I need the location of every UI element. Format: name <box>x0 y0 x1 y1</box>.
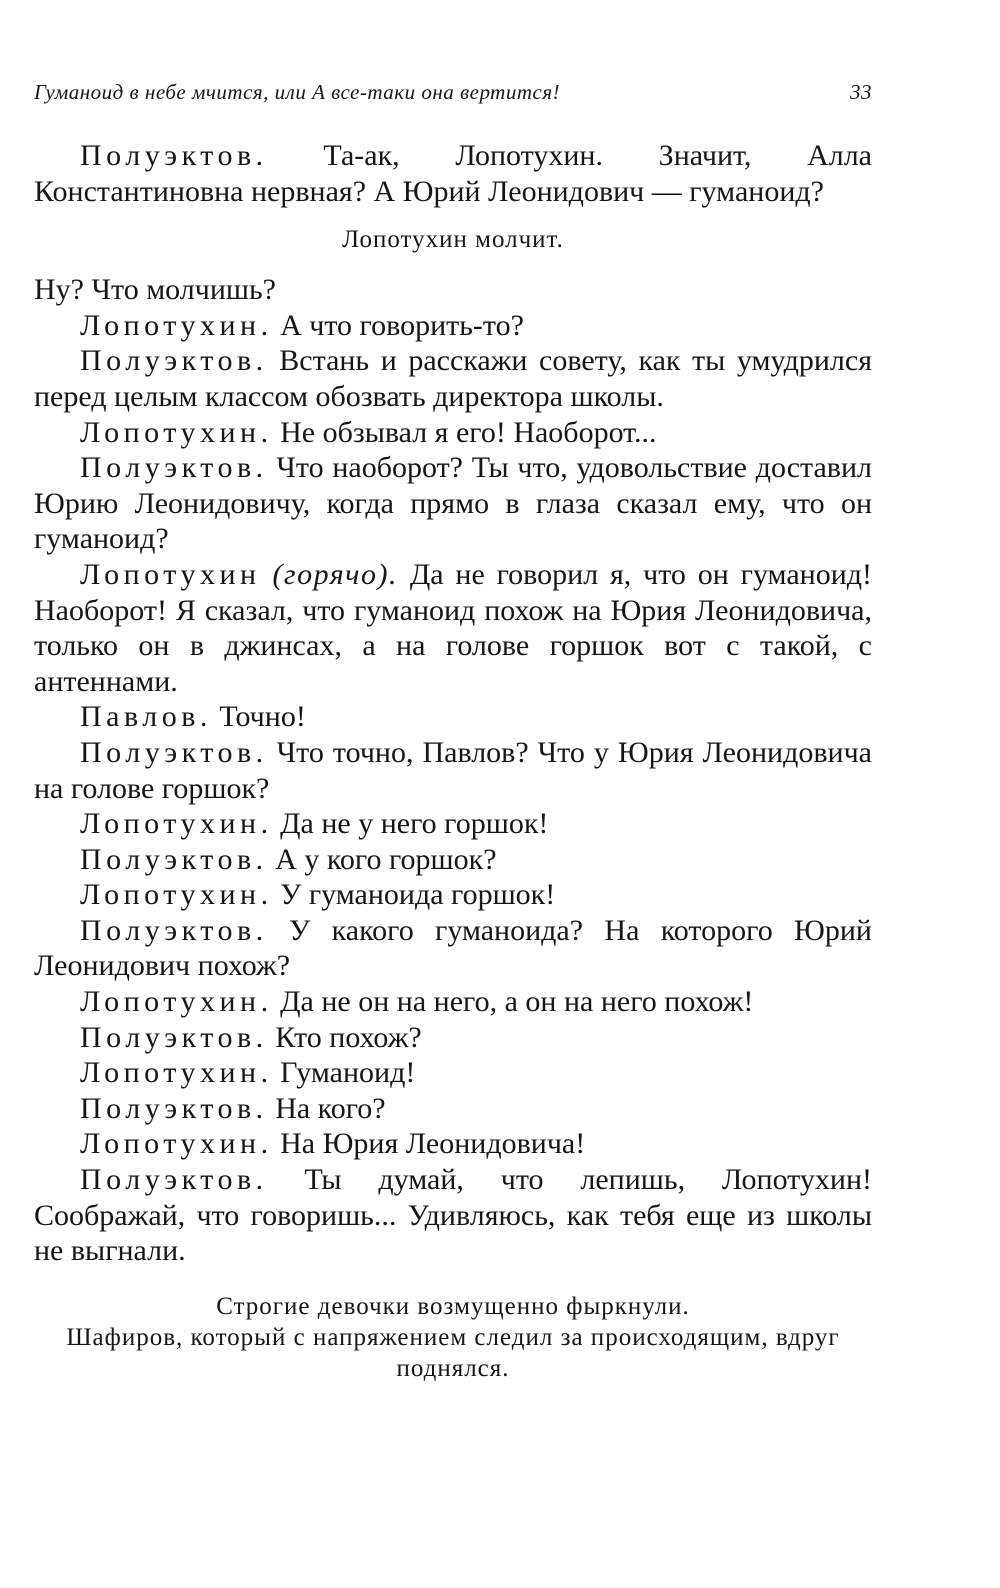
speaker-name: Лопотухин. <box>80 1127 273 1161</box>
dialogue-line <box>34 557 872 699</box>
dialogue-line <box>34 1020 872 1056</box>
dialogue-line <box>34 415 872 451</box>
dialogue-line <box>34 308 872 344</box>
dialogue-line <box>34 735 872 806</box>
dialogue-line <box>34 913 872 984</box>
speaker-name: Лопотухин. <box>80 807 273 841</box>
line-text: У какого гуманоида? На которого Юрий Леонидович похож? <box>34 913 872 983</box>
dialogue-line <box>34 272 872 308</box>
stage-direction: Строгие девочки возмущенно фыркнули. <box>216 1292 690 1320</box>
line-text: Встань и расскажи совету, как ты умудрился перед целым классом обозвать директора школы. <box>34 344 872 413</box>
stage-direction: Шафиров, который с напряжением следил за происходящим, вдруг поднялся. <box>66 1323 840 1382</box>
dialogue-line <box>34 699 872 735</box>
line-text: Да не у него горшок! <box>272 807 549 841</box>
line-text: Гуманоид! <box>272 1056 416 1090</box>
running-head <box>34 76 872 116</box>
page-number: 33 <box>850 80 872 104</box>
dialogue-line <box>34 138 872 209</box>
line-text: Да не говорил я, что он гуманоид! Наоборот! Я сказал, что гуманоид похож на Юрия Леонидовича, только он в джинсах, а на голове горшок вот с такой, с антеннами. <box>34 557 873 698</box>
speaker-name: Полуэктов. <box>80 1020 268 1054</box>
book-page <box>34 76 872 1384</box>
running-title: Гуманоид в небе мчится, или А все-таки она вертится! <box>34 80 561 104</box>
dialogue-line <box>34 806 872 842</box>
dialogue-line <box>34 877 872 913</box>
dialogue-line <box>34 842 872 878</box>
line-text: Ты думай, что лепишь, Лопотухин! Соображай, что говоришь... Удивляюсь, как тебя еще из школы не выгнали. <box>34 1163 872 1268</box>
line-text: Да не он на него, а он на него похож! <box>272 985 754 1019</box>
stage-direction: Лопотухин молчит. <box>342 226 564 254</box>
speaker-name: Полуэктов. <box>80 1091 268 1125</box>
speaker-name: Полуэктов. <box>80 139 268 172</box>
speaker-name: Лопотухин. <box>80 308 273 342</box>
line-text: Точно! <box>211 700 306 734</box>
speaker-name: Полуэктов. <box>80 344 268 378</box>
dialogue-line <box>34 343 872 414</box>
line-text: Что точно, Павлов? Что у Юрия Леонидовича на голове горшок? <box>34 735 872 805</box>
dialogue-line <box>34 450 872 557</box>
dialogue-line <box>34 984 872 1020</box>
line-text: У гуманоида горшок! <box>272 878 556 912</box>
line-text: Не обзывал я его! Наоборот... <box>272 415 657 449</box>
dialogue-line <box>34 1055 872 1091</box>
line-text: Та-ак, Лопотухин. Значит, Алла Константиновна нервная? А Юрий Леонидович — гуманоид? <box>34 139 872 208</box>
speaker-name: Полуэктов. <box>80 842 268 876</box>
line-text: На Юрия Леонидовича! <box>272 1127 586 1161</box>
dialogue-line <box>34 1162 872 1269</box>
line-text: А что говорить-то? <box>272 308 524 342</box>
line-text: А у кого горшок? <box>267 842 497 876</box>
speaker-name: Павлов. <box>80 700 212 734</box>
speaker-name: Лопотухин. <box>80 878 273 912</box>
speaker-name: Полуэктов. <box>80 1163 268 1197</box>
speaker-name: Лопотухин. <box>80 1056 273 1090</box>
dialogue-line <box>34 1091 872 1127</box>
speaker-name: Полуэктов. <box>80 913 268 947</box>
speaker-name: Полуэктов. <box>80 735 268 769</box>
inline-stage-direction: (горячо). <box>272 557 398 591</box>
dialogue-line <box>34 1126 872 1162</box>
line-text: Что наоборот? Ты что, удовольствие доставил Юрию Леонидовичу, когда прямо в глаза сказал ему, что он гуманоид? <box>34 451 872 556</box>
speaker-name: Лопотухин <box>80 557 261 591</box>
line-text: Ну? Что молчишь? <box>34 273 276 307</box>
line-text: Кто похож? <box>267 1020 422 1054</box>
closing-stage-direction <box>34 1291 872 1384</box>
speaker-name: Полуэктов. <box>80 451 268 485</box>
line-text: На кого? <box>267 1091 386 1125</box>
play-text <box>34 138 872 1384</box>
speaker-name: Лопотухин. <box>80 415 273 449</box>
speaker-name: Лопотухин. <box>80 985 273 1019</box>
